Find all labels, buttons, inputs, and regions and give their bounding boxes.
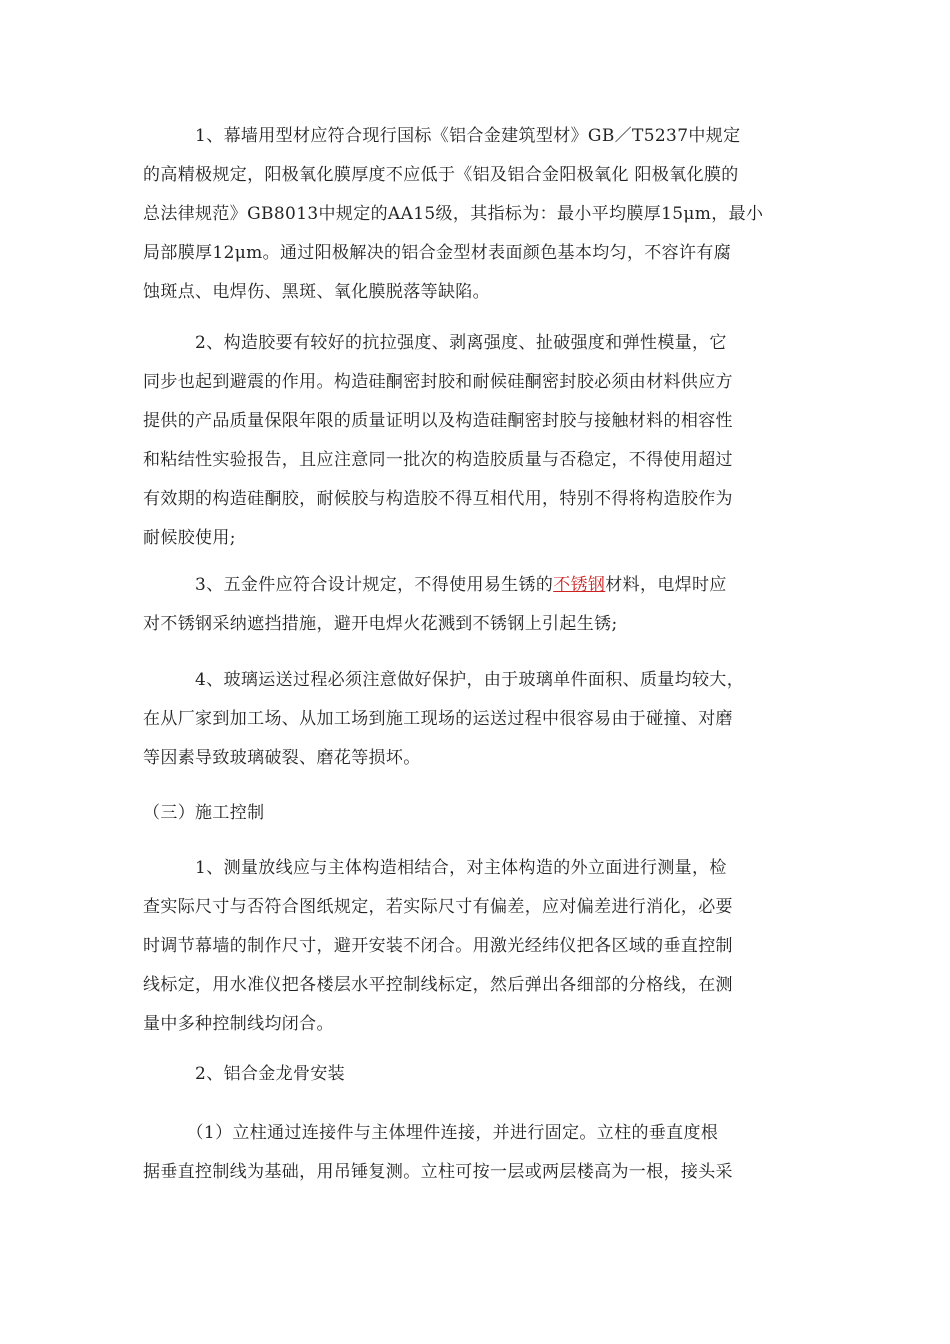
text-line: 1、测量放线应与主体构造相结合，对主体构造的外立面进行测量，检 — [143, 858, 727, 878]
text-line: （三）施工控制 — [143, 803, 265, 823]
text-line: 局部膜厚12μm。通过阳极解决的铝合金型材表面颜色基本均匀，不容许有腐 — [143, 243, 732, 263]
text-line: 耐候胶使用; — [143, 528, 236, 548]
stainless-steel-link[interactable]: 不锈钢 — [553, 575, 606, 595]
text-line: 蚀斑点、电焊伤、黑斑、氧化膜脱落等缺陷。 — [143, 282, 490, 302]
paragraph-column-install — [143, 1114, 805, 1192]
paragraph-surveying — [143, 849, 805, 1044]
text-line: 线标定，用水准仪把各楼层水平控制线标定，然后弹出各细部的分格线，在测 — [143, 975, 733, 995]
text-line — [143, 566, 805, 605]
paragraph-glass-transport — [143, 661, 805, 778]
text-line: 和粘结性实验报告，且应注意同一批次的构造胶质量与否稳定，不得使用超过 — [143, 450, 733, 470]
text-line: 总法律规范》GB8013中规定的AA15级，其指标为：最小平均膜厚15μm，最小 — [143, 204, 764, 224]
text-line: 同步也起到避震的作用。构造硅酮密封胶和耐候硅酮密封胶必须由材料供应方 — [143, 372, 733, 392]
text-line: 据垂直控制线为基础，用吊锤复测。立柱可按一层或两层楼高为一根，接头采 — [143, 1162, 733, 1182]
text-line: 在从厂家到加工场、从加工场到施工现场的运送过程中很容易由于碰撞、对磨 — [143, 709, 733, 729]
text-line: 2、铝合金龙骨安装 — [143, 1064, 346, 1084]
section-heading — [143, 794, 805, 833]
text-line: （1）立柱通过连接件与主体埋件连接，并进行固定。立柱的垂直度根 — [143, 1123, 719, 1143]
text-segment: 3、五金件应符合设计规定，不得使用易生锈的 — [143, 575, 554, 595]
text-line: 查实际尺寸与否符合图纸规定，若实际尺寸有偏差，应对偏差进行消化，必要 — [143, 897, 733, 917]
text-line: 1、幕墙用型材应符合现行国标《铝合金建筑型材》GB／T5237中规定 — [143, 126, 741, 146]
paragraph-aluminum-profiles — [143, 117, 805, 312]
text-line: 有效期的构造硅酮胶，耐候胶与构造胶不得互相代用，特别不得将构造胶作为 — [143, 489, 733, 509]
paragraph-structural-adhesive — [143, 324, 805, 558]
text-line: 量中多种控制线均闭合。 — [143, 1014, 334, 1034]
text-line: 等因素导致玻璃破裂、磨花等损坏。 — [143, 748, 421, 768]
text-segment: 材料，电焊时应 — [605, 575, 727, 595]
text-line: 2、构造胶要有较好的抗拉强度、剥离强度、扯破强度和弹性模量，它 — [143, 333, 727, 353]
paragraph-hardware — [143, 566, 805, 644]
text-line: 时调节幕墙的制作尺寸，避开安装不闭合。用激光经纬仪把各区域的垂直控制 — [143, 936, 733, 956]
text-line: 提供的产品质量保限年限的质量证明以及构造硅酮密封胶与接触材料的相容性 — [143, 411, 733, 431]
text-line: 4、玻璃运送过程必须注意做好保护，由于玻璃单件面积、质量均较大， — [143, 670, 745, 690]
subsection-keel-installation — [143, 1055, 805, 1094]
text-line: 对不锈钢采纳遮挡措施，避开电焊火花溅到不锈钢上引起生锈; — [143, 614, 618, 634]
text-line: 的高精极规定，阳极氧化膜厚度不应低于《铝及铝合金阳极氧化 阳极氧化膜的 — [143, 165, 739, 185]
